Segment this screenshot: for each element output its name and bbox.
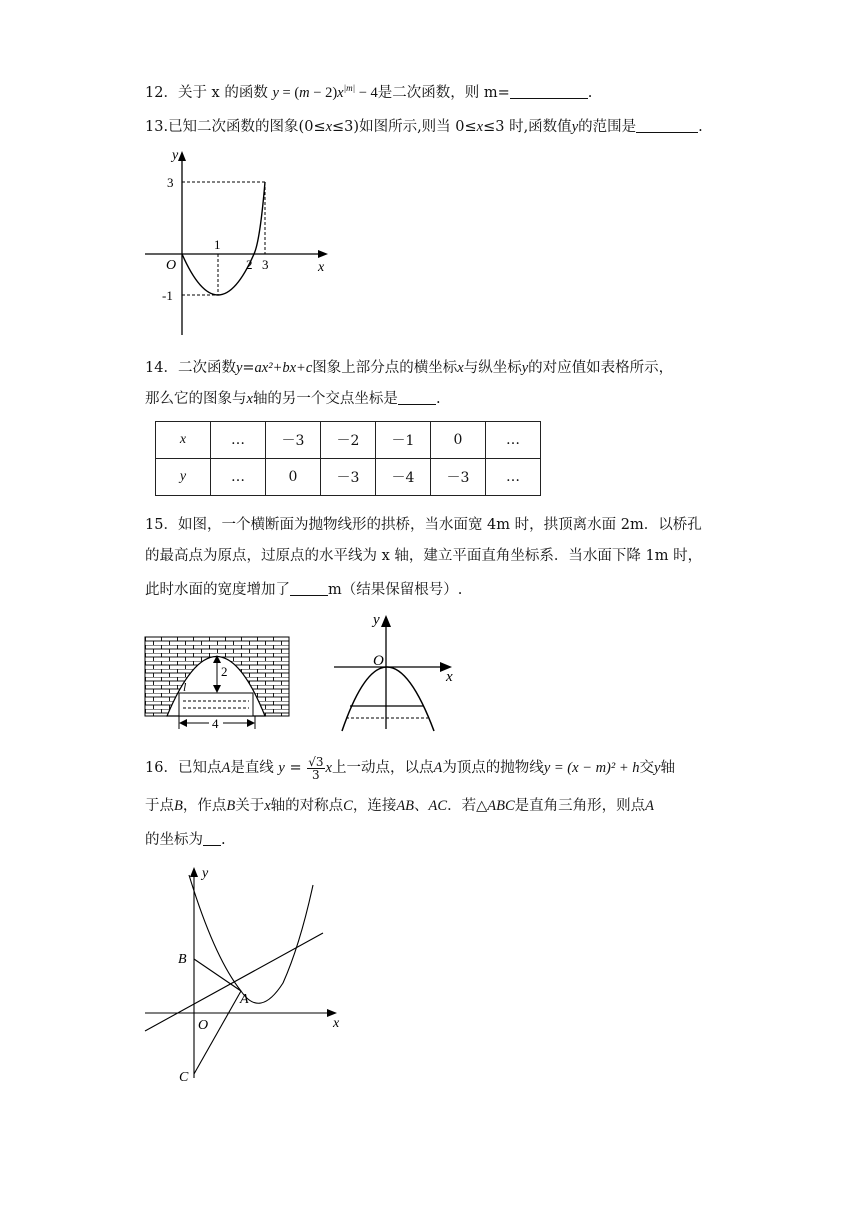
q13-tick-3: 3	[167, 175, 174, 190]
table-cell: …	[211, 459, 266, 496]
q13-parabola	[182, 182, 265, 295]
table-cell: －4	[376, 459, 431, 496]
table-cell: …	[211, 422, 266, 459]
bridge-left-label: l	[183, 680, 187, 694]
table-cell: x	[156, 422, 211, 459]
table-cell: 0	[431, 422, 486, 459]
question-12: 12．关于 x 的函数 $y = (m - 2)x^{|m|} - 4$是二次函数，则 m= .	[145, 83, 593, 101]
q16-number: 16．	[145, 760, 178, 776]
q15-coordinate-figure	[320, 607, 470, 735]
q14-number: 14．	[145, 360, 178, 376]
q16-graph	[140, 860, 350, 1085]
table-cell: －3	[431, 459, 486, 496]
q13-x-label: x	[318, 260, 325, 275]
q16-answer-blank[interactable]	[203, 830, 221, 846]
q16-point-C-label: C	[179, 1070, 189, 1085]
table-cell: …	[486, 422, 541, 459]
q14-answer-blank[interactable]	[398, 389, 436, 405]
q16-point-A-label: A	[240, 992, 249, 1007]
q14-value-table	[155, 421, 541, 496]
q13-graph	[140, 145, 340, 340]
bridge-width-label: 4	[212, 716, 219, 731]
question-14-line-1: 14．二次函数y=ax²+bx+c图象上部分点的横坐标x与纵坐标y的对应值如表格所示，	[145, 360, 674, 376]
q16-parabola	[189, 875, 313, 1003]
question-14-line-2: 那么它的图象与x轴的另一个交点坐标是 .	[145, 391, 441, 407]
q12-number: 12．	[145, 84, 178, 101]
water-area	[179, 693, 253, 716]
question-15-line-3: 此时水面的宽度增加了 m（结果保留根号）.	[145, 582, 463, 598]
table-row-y	[156, 459, 541, 496]
q13-y-arrow	[178, 151, 186, 161]
q12-text-post: 是二次函数，则 m=	[377, 84, 510, 101]
q16-point-B-label: B	[178, 952, 187, 967]
q12-formula: $y = (m - 2)x^{|m|} - 4$	[272, 83, 378, 101]
q13-origin-label: O	[166, 258, 177, 273]
table-cell: －3	[266, 422, 321, 459]
table-cell: －1	[376, 422, 431, 459]
question-16-line-3: 的坐标为 .	[145, 832, 226, 848]
q13-tick-2: 2	[246, 257, 253, 272]
q13-tick-x3: 3	[262, 257, 269, 272]
table-cell: －3	[321, 459, 376, 496]
question-15-line-1: 15．如图，一个横断面为抛物线形的拱桥，当水面宽 4m 时，拱顶离水面 2m．以桥孔	[145, 517, 702, 533]
q15-x-label: x	[446, 669, 453, 685]
question-15-line-2: 的最高点为原点，过原点的水平线为 x 轴，建立平面直角坐标系．当水面下降 1m 时，	[145, 548, 703, 564]
table-cell: …	[486, 459, 541, 496]
q15-bridge-figure	[145, 637, 291, 732]
table-cell: y	[156, 459, 211, 496]
table-row-x	[156, 422, 541, 459]
bridge-height-label: 2	[221, 664, 228, 679]
q15-parabola	[342, 667, 434, 731]
question-13: 13.已知二次函数的图象(0≤x≤3)如图所示,则当 0≤x≤3 时,函数值y的范围是 .	[145, 119, 703, 135]
q16-origin-label: O	[198, 1018, 209, 1033]
q13-tick-neg1: -1	[162, 288, 173, 303]
q16-segment-BA	[194, 959, 241, 991]
q16-x-label: x	[333, 1016, 340, 1031]
q12-answer-blank[interactable]	[510, 83, 588, 99]
question-16-line-1: 16．已知点A是直线 y = $\frac{√3}{3}$ x上一动点，以点A为顶点的抛物线y = (x − m)² + h交y轴	[145, 754, 675, 782]
q12-text-pre: 关于 x 的函数	[177, 84, 268, 101]
q13-y-label: y	[172, 148, 179, 163]
q15-answer-blank[interactable]	[290, 580, 328, 596]
table-cell: 0	[266, 459, 321, 496]
question-16-line-2: 于点B，作点B关于x轴的对称点C，连接AB、AC．若△ABC是直角三角形，则点A	[145, 798, 654, 814]
q15-y-label: y	[373, 612, 380, 628]
q13-x-arrow	[318, 250, 328, 258]
q13-number: 13.	[145, 119, 169, 135]
q15-number: 15．	[145, 517, 178, 533]
table-cell: －2	[321, 422, 376, 459]
q15-origin-label: O	[373, 653, 384, 669]
q16-y-label: y	[202, 866, 209, 881]
q13-tick-1: 1	[214, 237, 221, 252]
q13-answer-blank[interactable]	[636, 117, 698, 133]
q16-fraction: $\frac{√3}{3}$	[308, 754, 324, 782]
